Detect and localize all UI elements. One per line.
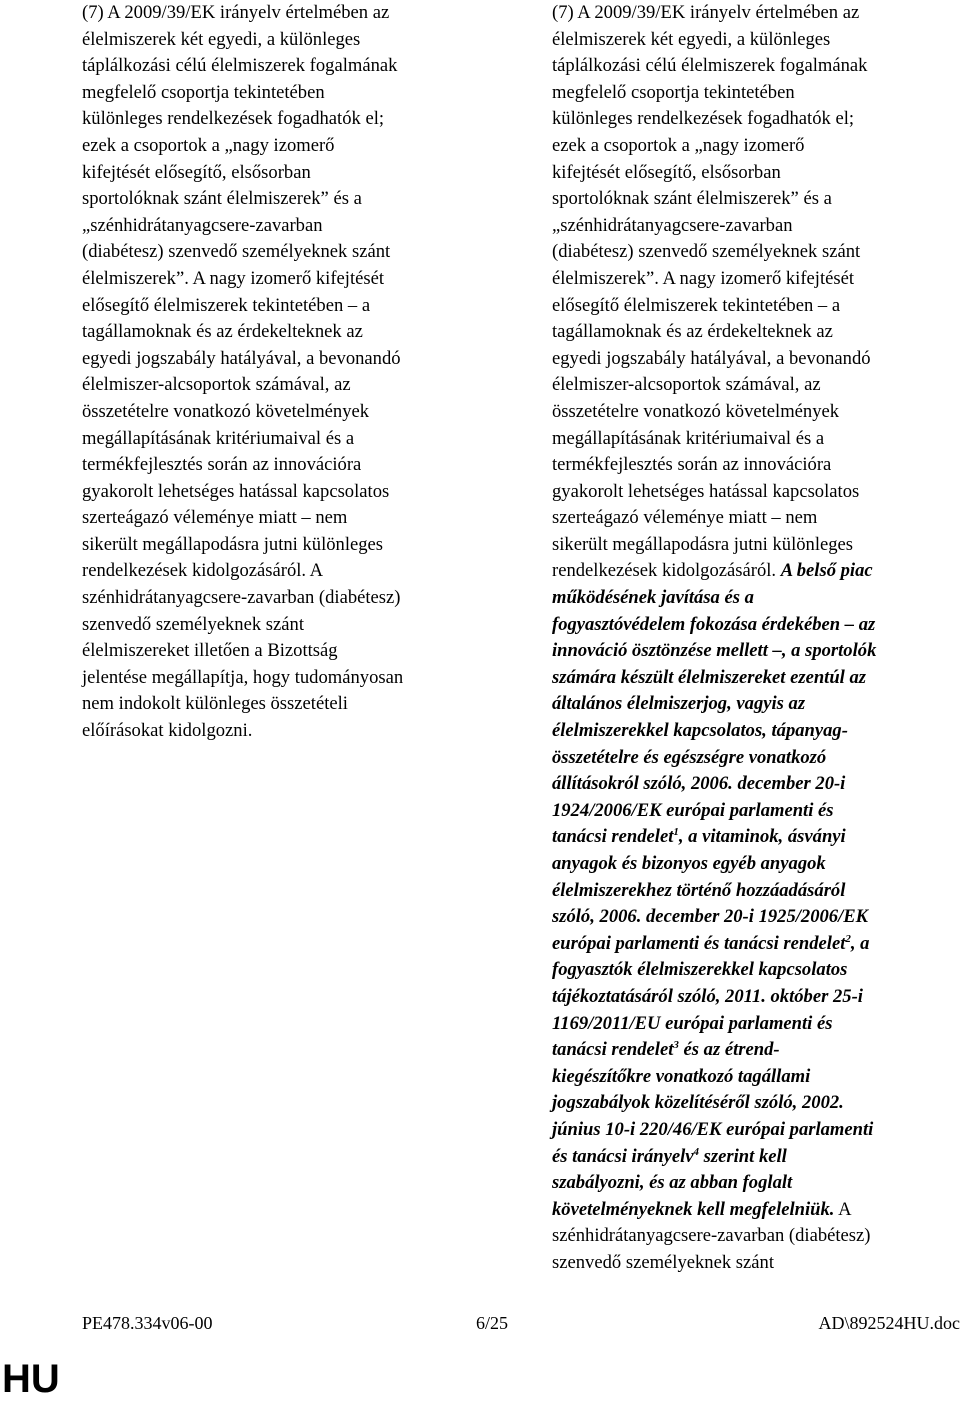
- footer-page-number: 6/25: [476, 1313, 509, 1333]
- right-amended-line: [552, 1197, 960, 1224]
- bold-italic-text: 1169/2011/EU európai parlamenti és: [552, 1012, 833, 1034]
- right-text-line: sportolóknak szánt élelmiszerek” és a: [552, 188, 832, 210]
- text-run: szerint kell: [699, 1145, 787, 1167]
- left-text-line: táplálkozási célú élelmiszerek fogalmának: [82, 55, 398, 77]
- right-text-line: „szénhidrátanyagcsere-zavarban: [552, 214, 793, 236]
- text-run: tanácsi rendelet: [552, 826, 674, 848]
- footer-doc-ref: PE478.334v06-00: [82, 1313, 213, 1333]
- right-text-line: (7) A 2009/39/EK irányelv értelmében az: [552, 2, 860, 23]
- left-text-line: ezek a csoportok a „nagy izomerő: [82, 134, 335, 156]
- bold-italic-text: jogszabályok közelítéséről szóló, 2002.: [552, 1092, 844, 1114]
- left-text-line: élelmiszereket illetően a Bizottság: [82, 640, 338, 662]
- bold-italic-text: működésének javítása és a: [552, 587, 754, 609]
- right-text-line: egyedi jogszabály hatályával, a bevonandó: [552, 347, 871, 369]
- bold-italic-text: A belső piac: [780, 560, 873, 582]
- footer-file-name: AD\892524HU.doc: [818, 1313, 960, 1333]
- bold-italic-text: élelmiszerekhez történő hozzáadásáról: [552, 879, 846, 901]
- bold-italic-text: szabályozni, és az abban foglalt: [552, 1172, 793, 1194]
- right-text-line: élelmiszerek”. A nagy izomerő kifejtését: [552, 267, 855, 289]
- right-column: [552, 0, 960, 1277]
- right-text-line: tagállamoknak és az érdekelteknek az: [552, 321, 833, 343]
- right-amended-line: [552, 1117, 960, 1144]
- left-text-line: sportolóknak szánt élelmiszerek” és a: [82, 188, 362, 210]
- right-amended-line: [552, 904, 960, 931]
- right-text-line: különleges rendelkezések fogadhatók el;: [552, 108, 855, 130]
- left-text-line: jelentése megállapítja, hogy tudományosan: [82, 666, 404, 688]
- left-text-line: tagállamoknak és az érdekelteknek az: [82, 321, 363, 343]
- bold-italic-text: összetételre és egészségre vonatkozó: [552, 746, 827, 768]
- right-amended-line: [552, 638, 960, 665]
- left-text-line: élelmiszerek”. A nagy izomerő kifejtését: [82, 267, 385, 289]
- left-text-line: élelmiszerek két egyedi, a különleges: [82, 28, 361, 50]
- right-amended-line: [552, 745, 960, 772]
- right-text-line: élelmiszer-alcsoportok számával, az: [552, 374, 821, 396]
- bold-italic-run: [552, 826, 846, 847]
- right-amended-line: [552, 1037, 960, 1064]
- right-text-line: élelmiszerek két egyedi, a különleges: [552, 28, 831, 50]
- bold-italic-text: általános élelmiszerjog, vagyis az: [552, 693, 806, 715]
- bold-italic-text: tájékoztatásáról szóló, 2011. október 25-i: [552, 985, 863, 1007]
- left-text-line: (diabétesz) szenvedő személyeknek szánt: [82, 241, 391, 263]
- left-text-line: élelmiszer-alcsoportok számával, az: [82, 374, 351, 396]
- bold-italic-text: állításokról szóló, 2006. december 20-i: [552, 773, 846, 795]
- right-text-line: szenvedő személyeknek szánt: [552, 1251, 774, 1273]
- right-text-line: sikerült megállapodásra jutni különleges: [552, 533, 854, 555]
- right-text-line: megállapításának kritériumaival és a: [552, 427, 825, 449]
- bold-italic-text: fogyasztóvédelem fokozása érdekében – az: [552, 613, 876, 635]
- right-text-line: (diabétesz) szenvedő személyeknek szánt: [552, 241, 861, 263]
- right-text-line: kifejtését elősegítő, elsősorban: [552, 161, 781, 183]
- bold-italic-text: számára készült élelmiszereket ezentúl az: [552, 666, 867, 688]
- text-run: és az étrend-: [678, 1039, 780, 1061]
- left-text-line: nem indokolt különleges összetételi: [82, 693, 348, 715]
- right-amended-line: [552, 798, 960, 825]
- bold-italic-text: szóló, 2006. december 20-i 1925/2006/EK: [552, 906, 869, 928]
- left-text-line: „szénhidrátanyagcsere-zavarban: [82, 214, 323, 236]
- right-text-line: elősegítő élelmiszerek tekintetében – a: [552, 294, 841, 316]
- page-footer: [82, 1313, 960, 1337]
- right-amended-line: [552, 1144, 960, 1171]
- bold-italic-run: [552, 1039, 780, 1060]
- bold-italic-text: 1924/2006/EK európai parlamenti és: [552, 799, 834, 821]
- bold-italic-run: [552, 1146, 787, 1167]
- bold-italic-text: fogyasztók élelmiszerekkel kapcsolatos: [552, 959, 848, 981]
- right-amended-line: [552, 1170, 960, 1197]
- left-column: [82, 0, 492, 745]
- right-text-line: [552, 558, 960, 585]
- right-text-line: szénhidrátanyagcsere-zavarban (diabétesz): [552, 1225, 871, 1247]
- bold-italic-text: innováció ösztönzése mellett –, a sportolók: [552, 640, 877, 662]
- footnote-marker: 1: [673, 826, 679, 839]
- left-text-line: szenvedő személyeknek szánt: [82, 613, 304, 635]
- right-amended-line: [552, 1011, 960, 1038]
- right-text-line: ezek a csoportok a „nagy izomerő: [552, 134, 805, 156]
- right-text-line: szerteágazó véleménye miatt – nem: [552, 507, 818, 529]
- right-amended-line: [552, 931, 960, 958]
- right-amended-line: [552, 878, 960, 905]
- text-run: tanácsi rendelet: [552, 1039, 674, 1061]
- right-text-line: megfelelő csoportja tekintetében: [552, 81, 795, 103]
- right-amended-line: [552, 691, 960, 718]
- text-run: és tanácsi irányelv: [552, 1145, 694, 1167]
- left-text-line: sikerült megállapodásra jutni különleges: [82, 533, 384, 555]
- left-text-line: gyakorolt lehetséges hatással kapcsolatos: [82, 480, 390, 502]
- right-amended-line: [552, 1090, 960, 1117]
- footnote-marker: 2: [845, 932, 851, 945]
- bold-italic-text: élelmiszerekkel kapcsolatos, tápanyag-: [552, 720, 848, 742]
- text-run: , a: [850, 932, 870, 954]
- right-amended-line: [552, 585, 960, 612]
- bold-italic-text: követelményeknek kell megfelelniük.: [552, 1198, 835, 1220]
- left-text-line: szerteágazó véleménye miatt – nem: [82, 507, 348, 529]
- text-run: , a vitaminok, ásványi: [678, 826, 846, 848]
- right-amended-line: [552, 718, 960, 745]
- text-run: A: [834, 1198, 852, 1220]
- left-text-line: (7) A 2009/39/EK irányelv értelmében az: [82, 2, 390, 23]
- bold-italic-text: június 10-i 220/46/EK európai parlamenti: [552, 1118, 874, 1140]
- left-text-line: előírásokat kidolgozni.: [82, 720, 253, 742]
- right-text-line: gyakorolt lehetséges hatással kapcsolatos: [552, 480, 860, 502]
- left-text-line: kifejtését elősegítő, elsősorban: [82, 161, 311, 183]
- right-text-line: táplálkozási célú élelmiszerek fogalmának: [552, 55, 868, 77]
- right-amended-line: [552, 665, 960, 692]
- right-amended-line: [552, 957, 960, 984]
- left-text-line: szénhidrátanyagcsere-zavarban (diabétesz): [82, 587, 401, 609]
- right-amended-line: [552, 1064, 960, 1091]
- right-amended-line: [552, 984, 960, 1011]
- left-text-line: elősegítő élelmiszerek tekintetében – a: [82, 294, 371, 316]
- footnote-marker: 4: [693, 1145, 700, 1158]
- bold-italic-run: [552, 933, 869, 954]
- right-amended-line: [552, 771, 960, 798]
- left-text-line: rendelkezések kidolgozásáról. A: [82, 560, 324, 582]
- bold-italic-text: kiegészítőkre vonatkozó tagállami: [552, 1065, 811, 1087]
- right-amended-line: [552, 612, 960, 639]
- text-run: európai parlamenti és tanácsi rendelet: [552, 932, 846, 954]
- left-text-line: egyedi jogszabály hatályával, a bevonandó: [82, 347, 401, 369]
- left-text-line: összetételre vonatkozó követelmények: [82, 400, 370, 422]
- left-text-line: megállapításának kritériumaival és a: [82, 427, 355, 449]
- bold-italic-text: anyagok és bizonyos egyéb anyagok: [552, 853, 826, 874]
- left-text-line: különleges rendelkezések fogadhatók el;: [82, 108, 385, 130]
- left-text-line: megfelelő csoportja tekintetében: [82, 81, 325, 103]
- left-text-line: termékfejlesztés során az innovációra: [82, 454, 362, 476]
- language-code: HU: [2, 1357, 60, 1401]
- right-amended-line: [552, 851, 960, 878]
- right-text-line: összetételre vonatkozó követelmények: [552, 400, 840, 422]
- right-text-line: termékfejlesztés során az innovációra: [552, 454, 832, 476]
- footnote-marker: 3: [673, 1038, 679, 1051]
- text-run: rendelkezések kidolgozásáról.: [552, 560, 781, 582]
- right-amended-line: [552, 824, 960, 851]
